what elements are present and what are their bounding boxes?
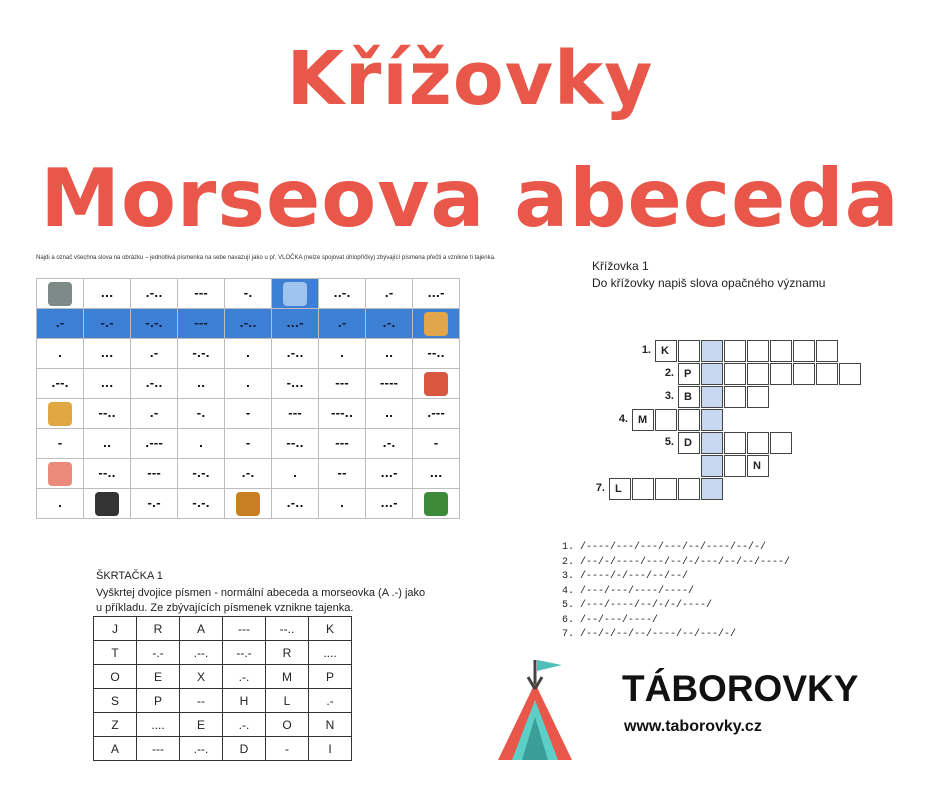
grid-morse-cell[interactable]: ...- (366, 459, 413, 489)
grid-morse-cell[interactable]: .-. (366, 429, 413, 459)
grid-morse-cell[interactable]: --- (319, 429, 366, 459)
crossword-cell[interactable] (816, 340, 838, 362)
grid-morse-cell[interactable]: .. (178, 369, 225, 399)
crossword-cell[interactable] (678, 478, 700, 500)
skrtacka-cell[interactable]: A (180, 617, 223, 641)
grid-morse-cell[interactable]: ... (84, 339, 131, 369)
grid-morse-cell[interactable]: . (178, 429, 225, 459)
crossword-solution-cell[interactable] (701, 409, 723, 431)
skrtacka-cell[interactable]: J (94, 617, 137, 641)
skrtacka-cell[interactable]: .- (309, 689, 352, 713)
grid-morse-cell[interactable]: . (225, 369, 272, 399)
grid-picture-cell[interactable] (413, 489, 460, 519)
grid-morse-cell[interactable]: .- (319, 309, 366, 339)
octopus-icon (424, 372, 448, 396)
skrtacka-cell[interactable]: M (266, 665, 309, 689)
crossword-cell[interactable] (724, 386, 746, 408)
grid-morse-cell[interactable]: -.- (84, 309, 131, 339)
skrtacka-cell[interactable]: --- (137, 737, 180, 761)
crossword-cell[interactable]: D (678, 432, 700, 454)
grid-morse-cell[interactable]: --- (319, 369, 366, 399)
grid-instruction: Najdi a označ všechna slova na obrázku – jednotlivá písmenka na sebe navazují jako u př. VLOČKA (nelze spojovat úhlopříčky) zbývající písmena přečti a vznikne ti tajenka. (36, 255, 496, 261)
grid-morse-cell[interactable]: .-.. (225, 309, 272, 339)
skrtacka-cell[interactable]: --.. (266, 617, 309, 641)
crossword-cell[interactable] (747, 386, 769, 408)
grid-morse-cell[interactable]: .-.. (272, 489, 319, 519)
skrtacka-cell[interactable]: -.- (137, 641, 180, 665)
morse-clue: 6. /--/---/----/ (562, 614, 659, 626)
skrtacka-cell[interactable]: R (266, 641, 309, 665)
grid-morse-cell[interactable]: --.. (84, 399, 131, 429)
grid-morse-cell[interactable]: -. (178, 399, 225, 429)
skrtacka-row (94, 641, 352, 665)
morse-grid-row (37, 429, 460, 459)
grid-picture-cell[interactable] (37, 399, 84, 429)
crossword-cell[interactable] (793, 340, 815, 362)
crossword-solution-cell[interactable] (701, 432, 723, 454)
grid-picture-cell[interactable] (272, 279, 319, 309)
grid-morse-cell[interactable]: .--- (131, 429, 178, 459)
grid-morse-cell[interactable]: --.. (272, 429, 319, 459)
skrtacka-cell[interactable]: .... (309, 641, 352, 665)
skrtacka-cell[interactable]: P (137, 689, 180, 713)
grid-morse-cell[interactable]: --.. (413, 339, 460, 369)
crossword-solution-cell[interactable] (701, 478, 723, 500)
cat-icon (95, 492, 119, 516)
skrtacka-cell[interactable]: D (223, 737, 266, 761)
lion-icon (236, 492, 260, 516)
crossword-cell[interactable] (747, 340, 769, 362)
skrtacka-cell[interactable]: A (94, 737, 137, 761)
grid-morse-cell[interactable]: .-.. (272, 339, 319, 369)
crossword-cell[interactable] (655, 478, 677, 500)
logo-url[interactable]: www.taborovky.cz (624, 718, 762, 735)
crossword-cell[interactable]: N (747, 455, 769, 477)
grid-morse-cell[interactable]: - (225, 429, 272, 459)
grid-morse-cell[interactable]: .-.. (131, 279, 178, 309)
grid-morse-cell[interactable]: ---- (366, 369, 413, 399)
morse-clue: 3. /----/-/---/--/--/ (562, 571, 689, 582)
crossword-clue-number: 7. (595, 482, 605, 494)
tree-icon (424, 492, 448, 516)
skrtacka-cell[interactable]: X (180, 665, 223, 689)
grid-picture-cell[interactable] (84, 489, 131, 519)
crossword-cell[interactable]: L (609, 478, 631, 500)
skrtacka-cell[interactable]: H (223, 689, 266, 713)
grid-morse-cell[interactable]: -.-. (178, 459, 225, 489)
skrtacka-row (94, 617, 352, 641)
crossword-cell[interactable] (724, 340, 746, 362)
crossword-clue-number: 4. (618, 413, 628, 425)
crossword-cell[interactable] (678, 409, 700, 431)
morse-grid (36, 278, 460, 519)
grid-morse-cell[interactable]: --- (272, 399, 319, 429)
crossword-cell[interactable] (770, 363, 792, 385)
logo-name: TÁBOROVKY (622, 668, 859, 709)
skrtacka-cell[interactable]: K (309, 617, 352, 641)
grid-morse-cell[interactable]: -.-. (131, 309, 178, 339)
grid-morse-cell[interactable]: --- (178, 309, 225, 339)
grid-morse-cell[interactable]: ... (84, 369, 131, 399)
crossword-cell[interactable] (839, 363, 861, 385)
crossword-clue-number: 2. (664, 367, 674, 379)
grid-picture-cell[interactable] (225, 489, 272, 519)
grid-morse-cell[interactable]: .. (366, 339, 413, 369)
crossword-clue-number: 1. (641, 344, 651, 356)
crossword-cell[interactable]: K (655, 340, 677, 362)
grid-morse-cell[interactable]: .- (131, 399, 178, 429)
skrtacka-cell[interactable]: T (94, 641, 137, 665)
morse-clue: 4. /---/---/----/----/ (562, 585, 695, 597)
grid-morse-cell[interactable]: -.-. (178, 489, 225, 519)
grid-morse-cell[interactable]: ...- (413, 279, 460, 309)
skrtacka-cell[interactable]: --- (223, 617, 266, 641)
morse-clue: 2. /--/-/----/---/--/-/---/--/--/----/ (562, 556, 791, 568)
grid-morse-cell[interactable]: - (37, 429, 84, 459)
tent-logo-icon (490, 655, 580, 765)
grid-morse-cell[interactable]: .. (84, 429, 131, 459)
grid-morse-cell[interactable]: . (37, 489, 84, 519)
skrtacka-cell[interactable]: .--. (180, 737, 223, 761)
skrtacka-grid (93, 616, 352, 761)
grid-morse-cell[interactable]: - (413, 429, 460, 459)
grid-morse-cell[interactable]: -- (319, 459, 366, 489)
morse-clue: 1. /----/---/---/---/--/----/--/-/ (562, 542, 767, 553)
skrtacka-cell[interactable]: O (94, 665, 137, 689)
grid-morse-cell[interactable]: .-. (225, 459, 272, 489)
grid-morse-cell[interactable]: -.- (131, 489, 178, 519)
grid-morse-cell[interactable]: . (37, 339, 84, 369)
skrtacka-cell[interactable]: N (309, 713, 352, 737)
grid-morse-cell[interactable]: . (319, 339, 366, 369)
morse-grid-row (37, 309, 460, 339)
grid-morse-cell[interactable]: -.-. (178, 339, 225, 369)
skrtacka-cell[interactable]: O (266, 713, 309, 737)
skrtacka-cell[interactable]: Z (94, 713, 137, 737)
morse-grid-row (37, 399, 460, 429)
crossword-cell[interactable] (770, 340, 792, 362)
skrtacka-title: ŠKRTAČKA 1 (96, 570, 163, 582)
grid-morse-cell[interactable]: .--- (413, 399, 460, 429)
crossword-cell[interactable] (724, 432, 746, 454)
crossword-cell[interactable] (678, 340, 700, 362)
crossword-cell[interactable] (632, 478, 654, 500)
grid-morse-cell[interactable]: . (319, 489, 366, 519)
crossword-subtitle: Do křížovky napiš slova opačného významu (592, 276, 826, 290)
grid-morse-cell[interactable]: . (272, 459, 319, 489)
grid-morse-cell[interactable]: ... (84, 279, 131, 309)
grid-morse-cell[interactable]: --.. (84, 459, 131, 489)
skrtacka-cell[interactable]: R (137, 617, 180, 641)
crossword-cell[interactable] (655, 409, 677, 431)
skrtacka-cell[interactable]: I (309, 737, 352, 761)
morse-grid-row (37, 459, 460, 489)
grid-picture-cell[interactable] (413, 309, 460, 339)
grid-morse-cell[interactable]: .- (37, 309, 84, 339)
skrtacka-cell[interactable]: - (266, 737, 309, 761)
skrtacka-cell[interactable]: P (309, 665, 352, 689)
skrtacka-row (94, 737, 352, 761)
crossword-title: Křížovka 1 (592, 259, 649, 273)
grid-morse-cell[interactable]: .-.. (131, 369, 178, 399)
worm-icon (48, 462, 72, 486)
crossword-solution-cell[interactable] (701, 340, 723, 362)
morse-clue: 5. /---/----/--/-/-/----/ (562, 600, 713, 611)
morse-grid-row (37, 489, 460, 519)
crossword-cell[interactable]: M (632, 409, 654, 431)
crossword-clue-number: 3. (664, 390, 674, 402)
morse-grid-row (37, 279, 460, 309)
elephant-icon (48, 282, 72, 306)
grid-morse-cell[interactable]: .--. (37, 369, 84, 399)
crossword-solution-cell[interactable] (701, 363, 723, 385)
crossword-cell[interactable] (816, 363, 838, 385)
skrtacka-row (94, 665, 352, 689)
skrtacka-cell[interactable]: --.- (223, 641, 266, 665)
grid-morse-cell[interactable]: .- (131, 339, 178, 369)
crossword-cell[interactable] (724, 455, 746, 477)
grid-morse-cell[interactable]: --- (178, 279, 225, 309)
dog-icon (48, 402, 72, 426)
page-title-line-1: Křížovky (286, 36, 654, 122)
skrtacka-cell[interactable]: L (266, 689, 309, 713)
skrtacka-cell[interactable]: E (180, 713, 223, 737)
skrtacka-cell[interactable]: .--. (180, 641, 223, 665)
grid-morse-cell[interactable]: --- (131, 459, 178, 489)
grid-morse-cell[interactable]: -... (272, 369, 319, 399)
page-title-line-2: Morseova abeceda (40, 152, 900, 245)
crossword-cell[interactable] (770, 432, 792, 454)
grid-picture-cell[interactable] (37, 279, 84, 309)
grid-morse-cell[interactable]: . (225, 339, 272, 369)
crossword-cell[interactable] (724, 363, 746, 385)
crossword-solution-cell[interactable] (701, 386, 723, 408)
giraffe-icon (424, 312, 448, 336)
morse-grid-row (37, 369, 460, 399)
grid-picture-cell[interactable] (37, 459, 84, 489)
grid-morse-cell[interactable]: .-. (366, 309, 413, 339)
grid-morse-cell[interactable]: -. (225, 279, 272, 309)
snowflake-icon (283, 282, 307, 306)
skrtacka-cell[interactable]: S (94, 689, 137, 713)
skrtacka-cell[interactable]: E (137, 665, 180, 689)
grid-morse-cell[interactable]: ...- (272, 309, 319, 339)
morse-clue: 7. /--/-/--/--/----/--/---/-/ (562, 629, 737, 640)
skrtacka-row (94, 689, 352, 713)
morse-grid-row (37, 339, 460, 369)
skrtacka-cell[interactable]: .... (137, 713, 180, 737)
grid-morse-cell[interactable]: ... (413, 459, 460, 489)
grid-morse-cell[interactable]: .- (366, 279, 413, 309)
skrtacka-cell[interactable]: -- (180, 689, 223, 713)
skrtacka-cell[interactable]: .-. (223, 713, 266, 737)
crossword-clue-number: 5. (664, 436, 674, 448)
crossword-cell[interactable]: B (678, 386, 700, 408)
crossword-cell[interactable] (747, 363, 769, 385)
crossword-solution-cell[interactable] (701, 455, 723, 477)
crossword-cell[interactable]: P (678, 363, 700, 385)
grid-picture-cell[interactable] (413, 369, 460, 399)
crossword-cell[interactable] (793, 363, 815, 385)
skrtacka-row (94, 713, 352, 737)
grid-morse-cell[interactable]: ---.. (319, 399, 366, 429)
grid-morse-cell[interactable]: .. (366, 399, 413, 429)
crossword-cell[interactable] (747, 432, 769, 454)
grid-morse-cell[interactable]: - (225, 399, 272, 429)
grid-morse-cell[interactable]: ...- (366, 489, 413, 519)
skrtacka-description: Vyškrtej dvojice písmen - normální abeceda a morseovka (A .-) jako u příkladu. Ze zbývajících písmenek vznikne tajenka. (96, 587, 426, 614)
skrtacka-cell[interactable]: .-. (223, 665, 266, 689)
grid-morse-cell[interactable]: ..-. (319, 279, 366, 309)
